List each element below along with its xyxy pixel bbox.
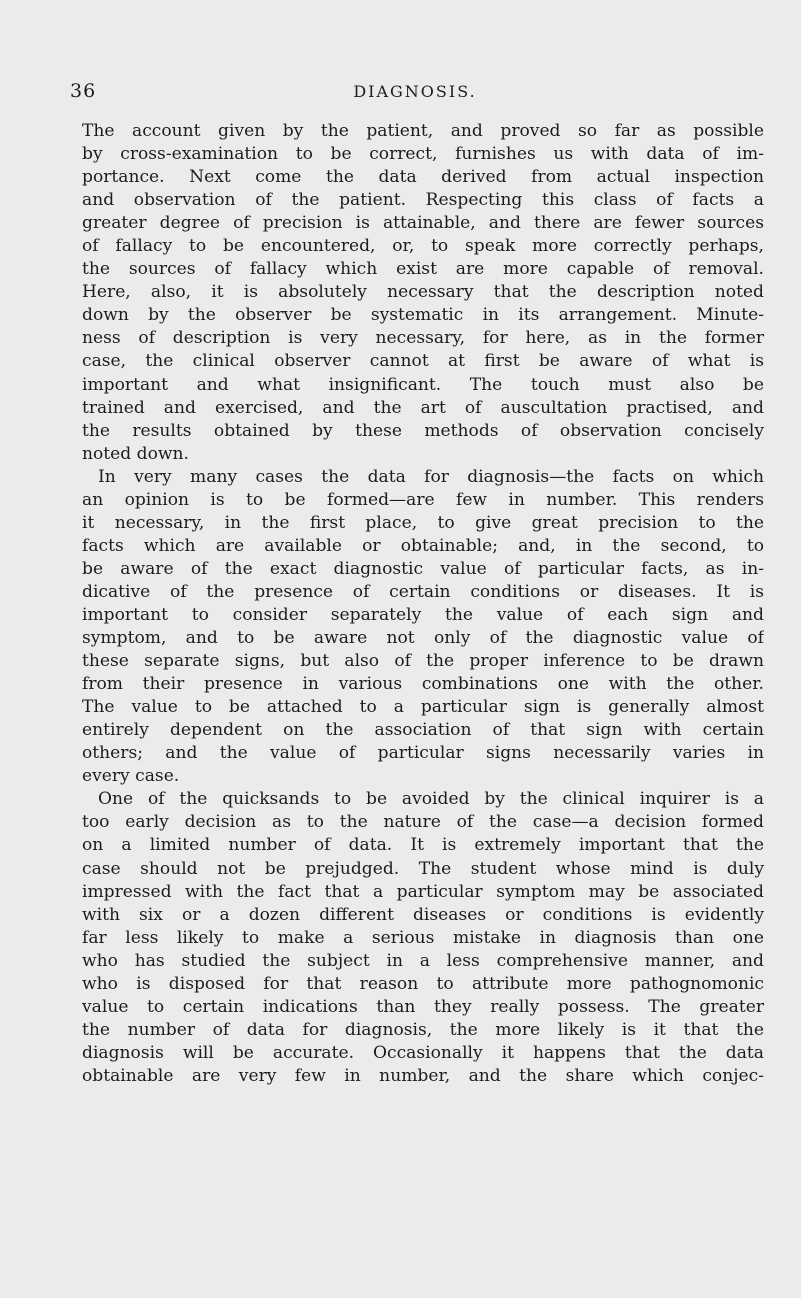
text-line: and observation of the patient. Respecting this class of facts a [82, 190, 764, 211]
text-line: In very many cases the data for diagnosis—the facts on which [98, 466, 764, 487]
text-line: symptom, and to be aware not only of the diagnostic value of [82, 628, 764, 649]
text-line: greater degree of precision is attainable, and there are fewer sources [82, 213, 764, 234]
page-header [70, 80, 760, 106]
paragraph [82, 788, 764, 1088]
text-line: The account given by the patient, and proved so far as possible [82, 121, 764, 141]
text-line: of fallacy to be encountered, or, to speak more correctly perhaps, [82, 236, 764, 257]
text-line: by cross-examination to be correct, furnishes us with data of im- [82, 144, 764, 165]
text-line: too early decision as to the nature of the case—a decision formed [82, 812, 764, 833]
running-head: DIAGNOSIS. [353, 82, 477, 101]
text-line: who has studied the subject in a less comprehensive manner, and [82, 950, 764, 971]
text-line: facts which are available or obtainable; and, in the second, to [82, 535, 764, 556]
text-line: every case. [82, 766, 180, 787]
text-line: dicative of the presence of certain conditions or diseases. It is [82, 581, 764, 602]
text-line: case should not be prejudged. The student whose mind is duly [82, 858, 764, 879]
text-line: be aware of the exact diagnostic value of particular facts, as in- [82, 558, 764, 579]
page-number: 36 [70, 80, 97, 102]
text-line: an opinion is to be formed—are few in number. This renders [82, 489, 764, 510]
text-line: who is disposed for that reason to attribute more pathognomonic [82, 973, 764, 994]
text-line: down by the observer be systematic in its arrangement. Minute- [82, 305, 764, 326]
paragraph [82, 120, 764, 466]
text-line: Here, also, it is absolutely necessary that the description noted [82, 282, 764, 303]
text-line: diagnosis will be accurate. Occasionally it happens that the data [82, 1042, 764, 1063]
text-line: One of the quicksands to be avoided by the clinical inquirer is a [98, 789, 764, 810]
text-line: entirely dependent on the association of that sign with certain [82, 720, 764, 741]
text-line: it necessary, in the first place, to give great precision to the [82, 512, 764, 533]
text-line: the sources of fallacy which exist are more capable of removal. [82, 259, 764, 280]
text-line: portance. Next come the data derived from actual inspection [82, 167, 764, 188]
text-line: noted down. [82, 443, 189, 464]
paragraph [82, 466, 764, 789]
text-line: the number of data for diagnosis, the more likely is it that the [82, 1019, 764, 1040]
text-line: case, the clinical observer cannot at first be aware of what is [82, 351, 764, 372]
text-line: important to consider separately the value of each sign and [82, 604, 764, 625]
text-line: these separate signs, but also of the proper inference to be drawn [82, 651, 764, 672]
text-line: ness of description is very necessary, for here, as in the former [82, 328, 764, 349]
text-line: The value to be attached to a particular sign is generally almost [82, 697, 764, 718]
text-line: far less likely to make a serious mistake in diagnosis than one [82, 927, 764, 948]
text-line: on a limited number of data. It is extremely important that the [82, 835, 764, 856]
text-line: from their presence in various combinations one with the other. [82, 674, 764, 695]
text-line: others; and the value of particular signs necessarily varies in [82, 743, 764, 764]
body-text [82, 120, 764, 1088]
text-line: trained and exercised, and the art of auscultation practised, and [82, 397, 764, 418]
text-line: value to certain indications than they really possess. The greater [82, 996, 764, 1017]
text-line: the results obtained by these methods of observation concisely [82, 420, 764, 441]
text-line: important and what insignificant. The touch must also be [82, 374, 764, 395]
text-line: with six or a dozen different diseases or conditions is evidently [82, 904, 764, 925]
text-line: impressed with the fact that a particular symptom may be associated [82, 881, 764, 902]
text-line: obtainable are very few in number, and the share which conjec- [82, 1065, 764, 1086]
